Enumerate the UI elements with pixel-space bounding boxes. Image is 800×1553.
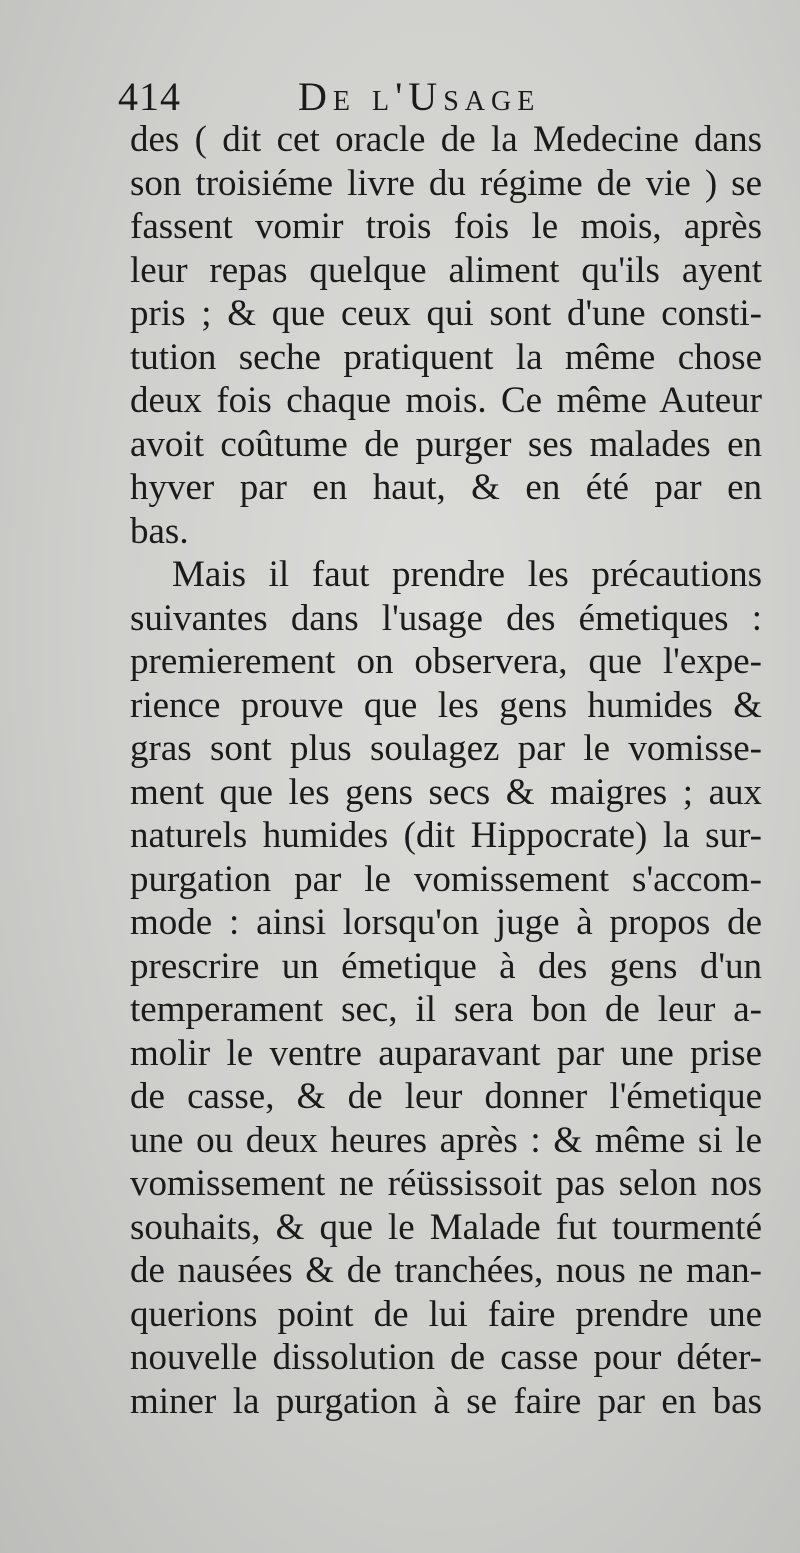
text-line: rience prouve que les gens humides & xyxy=(130,684,762,726)
text-line: miner la purgation à se faire par en bas xyxy=(130,1380,762,1422)
text-line: hyver par en haut, & en été par en xyxy=(130,467,762,508)
text-line: bas. xyxy=(130,510,189,552)
text-line: vomissement ne réüssissoit pas selon nos xyxy=(130,1163,762,1204)
text-line: ment que les gens secs & maigres ; aux xyxy=(130,771,762,813)
text-line: deux fois chaque mois. Ce même Auteur xyxy=(130,380,762,421)
text-line: premierement on observera, que l'expe- xyxy=(130,641,762,682)
text-line: leur repas quelque aliment qu'ils ayent xyxy=(130,249,762,291)
text-line: temperament sec, il sera bon de leur a- xyxy=(130,989,762,1030)
text-line: prescrire un émetique à des gens d'un xyxy=(130,945,762,987)
text-line: des ( dit cet oracle de la Medecine dans xyxy=(130,119,762,160)
text-line: son troisiéme livre du régime de vie ) se xyxy=(130,162,762,204)
paragraph-1 xyxy=(130,118,762,553)
page-number: 414 xyxy=(118,74,181,119)
text-line: avoit coûtume de purger ses malades en xyxy=(130,423,762,465)
text-line: pris ; & que ceux qui sont d'une consti- xyxy=(130,293,762,334)
text-line: tution seche pratiquent la même chose xyxy=(130,336,762,378)
text-line: de casse, & de leur donner l'émetique xyxy=(130,1076,762,1117)
text-line: purgation par le vomissement s'accom- xyxy=(130,858,762,900)
text-line: nouvelle dissolution de casse pour déter- xyxy=(130,1337,762,1378)
text-line: gras sont plus soulagez par le vomisse- xyxy=(130,728,762,769)
text-line: souhaits, & que le Malade fut tourmenté xyxy=(130,1206,762,1248)
text-line: de nausées & de tranchées, nous ne man- xyxy=(130,1250,762,1291)
paragraph-2 xyxy=(130,553,762,1423)
body-text xyxy=(130,118,762,1423)
text-line: mode : ainsi lorsqu'on juge à propos de xyxy=(130,902,762,943)
text-line: Mais il faut prendre les précautions xyxy=(172,554,762,595)
text-line: querions point de lui faire prendre une xyxy=(130,1293,762,1335)
text-line: naturels humides (dit Hippocrate) la sur- xyxy=(130,815,762,856)
running-head xyxy=(118,72,678,122)
text-line: suivantes dans l'usage des émetiques : xyxy=(130,597,762,639)
text-line: une ou deux heures après : & même si le xyxy=(130,1119,762,1161)
running-title: De l'Usage xyxy=(298,74,541,119)
text-line: fassent vomir trois fois le mois, après xyxy=(130,206,762,247)
text-line: molir le ventre auparavant par une prise xyxy=(130,1032,762,1074)
